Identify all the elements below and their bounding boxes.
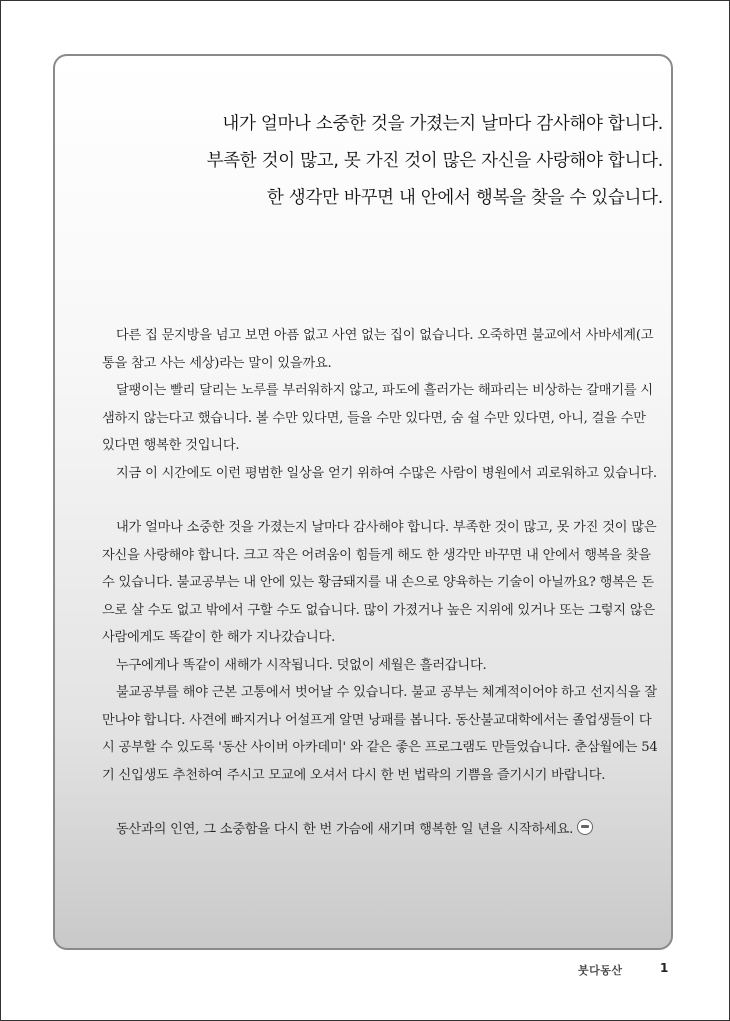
paragraph-6: 불교공부를 해야 근본 고통에서 벗어날 수 있습니다. 불교 공부는 체계적이어야 하고 선지식을 잘 만나야 합니다. 사견에 빠지거나 어설프게 알면 낭패를 봅니다. 동산불교대학에서는 졸업생들이 다시 공부할 수 있도록 '동산 사이버 아카데미' 와 같은 좋은 프로그램도 만들었습니다. 춘삼월에는 54기 신입생도 추천하여 주시고 모교에 오셔서 다시 한 번 법락의 기쁨을 즐기시기 바랍니다. — [102, 685, 658, 783]
paragraph-gap — [102, 487, 662, 514]
quote-line-3: 한 생각만 바꾸면 내 안에서 행복을 찾을 수 있습니다. — [266, 188, 663, 208]
paragraph-1: 다른 집 문지방을 넘고 보면 아픔 없고 사연 없는 집이 없습니다. 오죽하면 불교에서 사바세계(고통을 참고 사는 세상)라는 말이 있을까요. — [102, 328, 654, 371]
quote-line-2: 부족한 것이 많고, 못 가진 것이 많은 자신을 사랑해야 합니다. — [206, 151, 663, 171]
closing-paragraph — [102, 816, 662, 844]
closing-text: 동산과의 인연, 그 소중함을 다시 한 번 가슴에 새기며 행복한 일 년을 시작하세요. — [116, 822, 574, 837]
pull-quote — [63, 106, 663, 217]
seal-icon — [577, 819, 593, 835]
magazine-logo: 붓다동산 — [578, 964, 623, 977]
content-card — [53, 54, 673, 950]
page-number: 1 — [660, 961, 669, 975]
paragraph-gap — [102, 789, 662, 816]
paragraph-3: 지금 이 시간에도 이런 평범한 일상을 얻기 위하여 수많은 사람이 병원에서 괴로워하고 있습니다. — [116, 465, 657, 481]
article-body — [102, 322, 662, 844]
quote-line-1: 내가 얼마나 소중한 것을 가졌는지 날마다 감사해야 합니다. — [222, 114, 663, 134]
paragraph-5: 누구에게나 똑같이 새해가 시작됩니다. 덧없이 세월은 흘러갑니다. — [116, 657, 487, 673]
paragraph-2: 달팽이는 빨리 달리는 노루를 부러워하지 않고, 파도에 흘러가는 해파리는 비상하는 갈매기를 시샘하지 않는다고 했습니다. 볼 수만 있다면, 들을 수만 있다면, 숨 쉴 수만 있다면, 아니, 걸을 수만 있다면 행복한 것입니다. — [102, 383, 653, 453]
paragraph-4: 내가 얼마나 소중한 것을 가졌는지 날마다 감사해야 합니다. 부족한 것이 많고, 못 가진 것이 많은 자신을 사랑해야 합니다. 크고 작은 어려움이 힘들게 해도 한 생각만 바꾸면 내 안에서 행복을 찾을 수 있습니다. 불교공부는 내 안에 있는 황금돼지를 내 손으로 양육하는 기술이 아닐까요? 행복은 돈으로 살 수도 없고 밖에서 구할 수도 없습니다. 많이 가졌거나 높은 지위에 있거나 또는 그렇지 않은 사람에게도 똑같이 한 해가 지나갔습니다. — [102, 520, 657, 645]
